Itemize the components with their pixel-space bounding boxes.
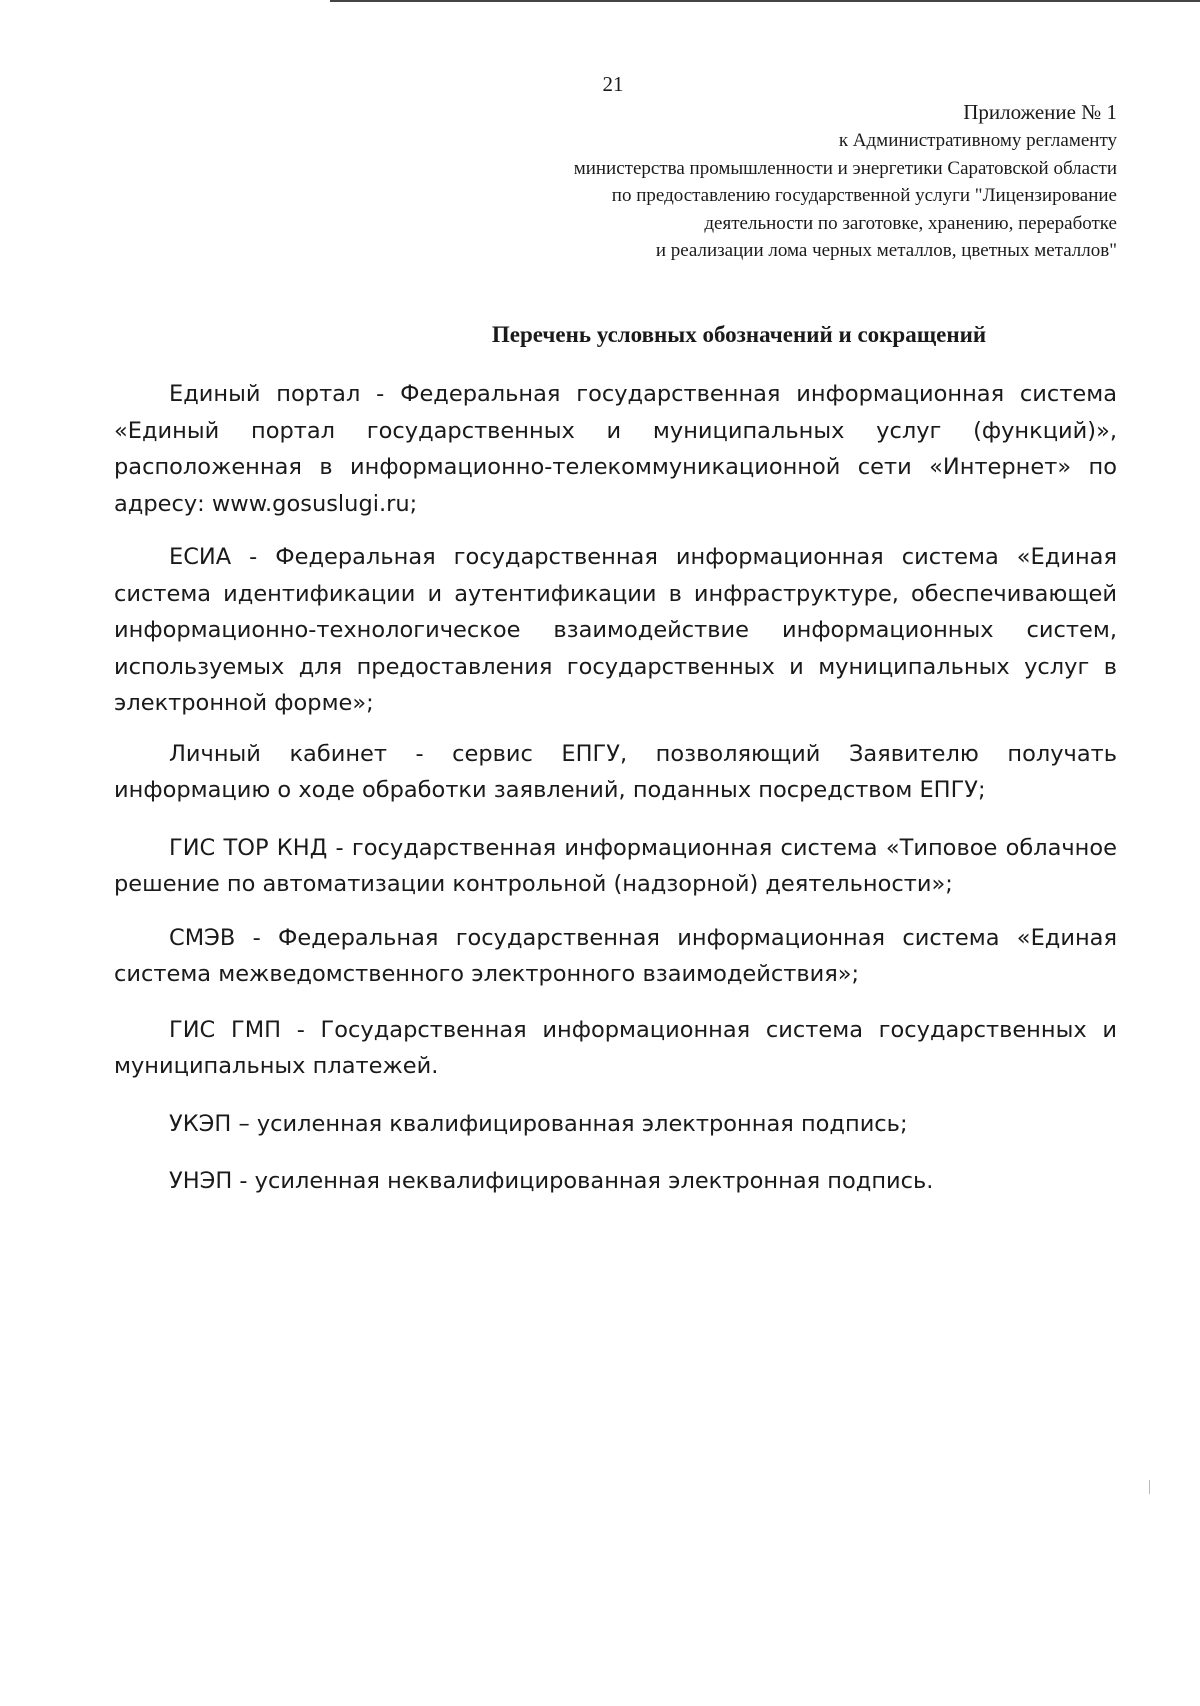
scan-edge-line [330, 0, 1200, 2]
appendix-header [574, 97, 1117, 265]
page-number: 21 [602, 72, 624, 96]
appendix-line: к Административному регламенту [838, 130, 1117, 151]
appendix-line: и реализации лома черных металлов, цветных металлов" [655, 240, 1117, 261]
definition-paragraph: ЕСИА - Федеральная государственная информационная система «Единая система идентификации и аутентификации в инфраструктуре, обеспечивающей информационно-технологическое взаимодействие информационных систем, используемых для предоставления государственных и муниципальных услуг в электронной форме»; [114, 544, 1117, 716]
definition-paragraph: ГИС ГМП - Государственная информационная система государственных и муниципальных платежей. [114, 1016, 1117, 1079]
appendix-title: Приложение № 1 [963, 100, 1117, 124]
definition-paragraph: Единый портал - Федеральная государственная информационная система «Единый портал государственных и муниципальных услуг (функций)», расположенная в информационно-телекоммуникационной сети «Интернет» по адресу: www.gosuslugi.ru; [114, 381, 1117, 517]
document-heading: Перечень условных обозначений и сокращений [491, 322, 987, 347]
appendix-line: министерства промышленности и энергетики Саратовской области [573, 157, 1117, 179]
definitions-list [114, 376, 1117, 1200]
definition-paragraph: УНЭП - усиленная неквалифицированная электронная подпись. [169, 1168, 934, 1194]
definition-paragraph: СМЭВ - Федеральная государственная информационная система «Единая система межведомственного электронного взаимодействия»; [114, 924, 1117, 987]
definition-paragraph: ГИС ТОР КНД - государственная информационная система «Типовое облачное решение по автоматизации контрольной (надзорной) деятельности»; [114, 834, 1117, 897]
definition-paragraph: Личный кабинет - сервис ЕПГУ, позволяющий Заявителю получать информацию о ходе обработки заявлений, поданных посредством ЕПГУ; [114, 740, 1117, 803]
definition-paragraph: УКЭП – усиленная квалифицированная электронная подпись; [169, 1110, 908, 1137]
scan-artifact [1149, 1480, 1150, 1494]
appendix-line: деятельности по заготовке, хранению, переработке [704, 212, 1117, 234]
appendix-line: по предоставлению государственной услуги "Лицензирование [611, 185, 1117, 206]
